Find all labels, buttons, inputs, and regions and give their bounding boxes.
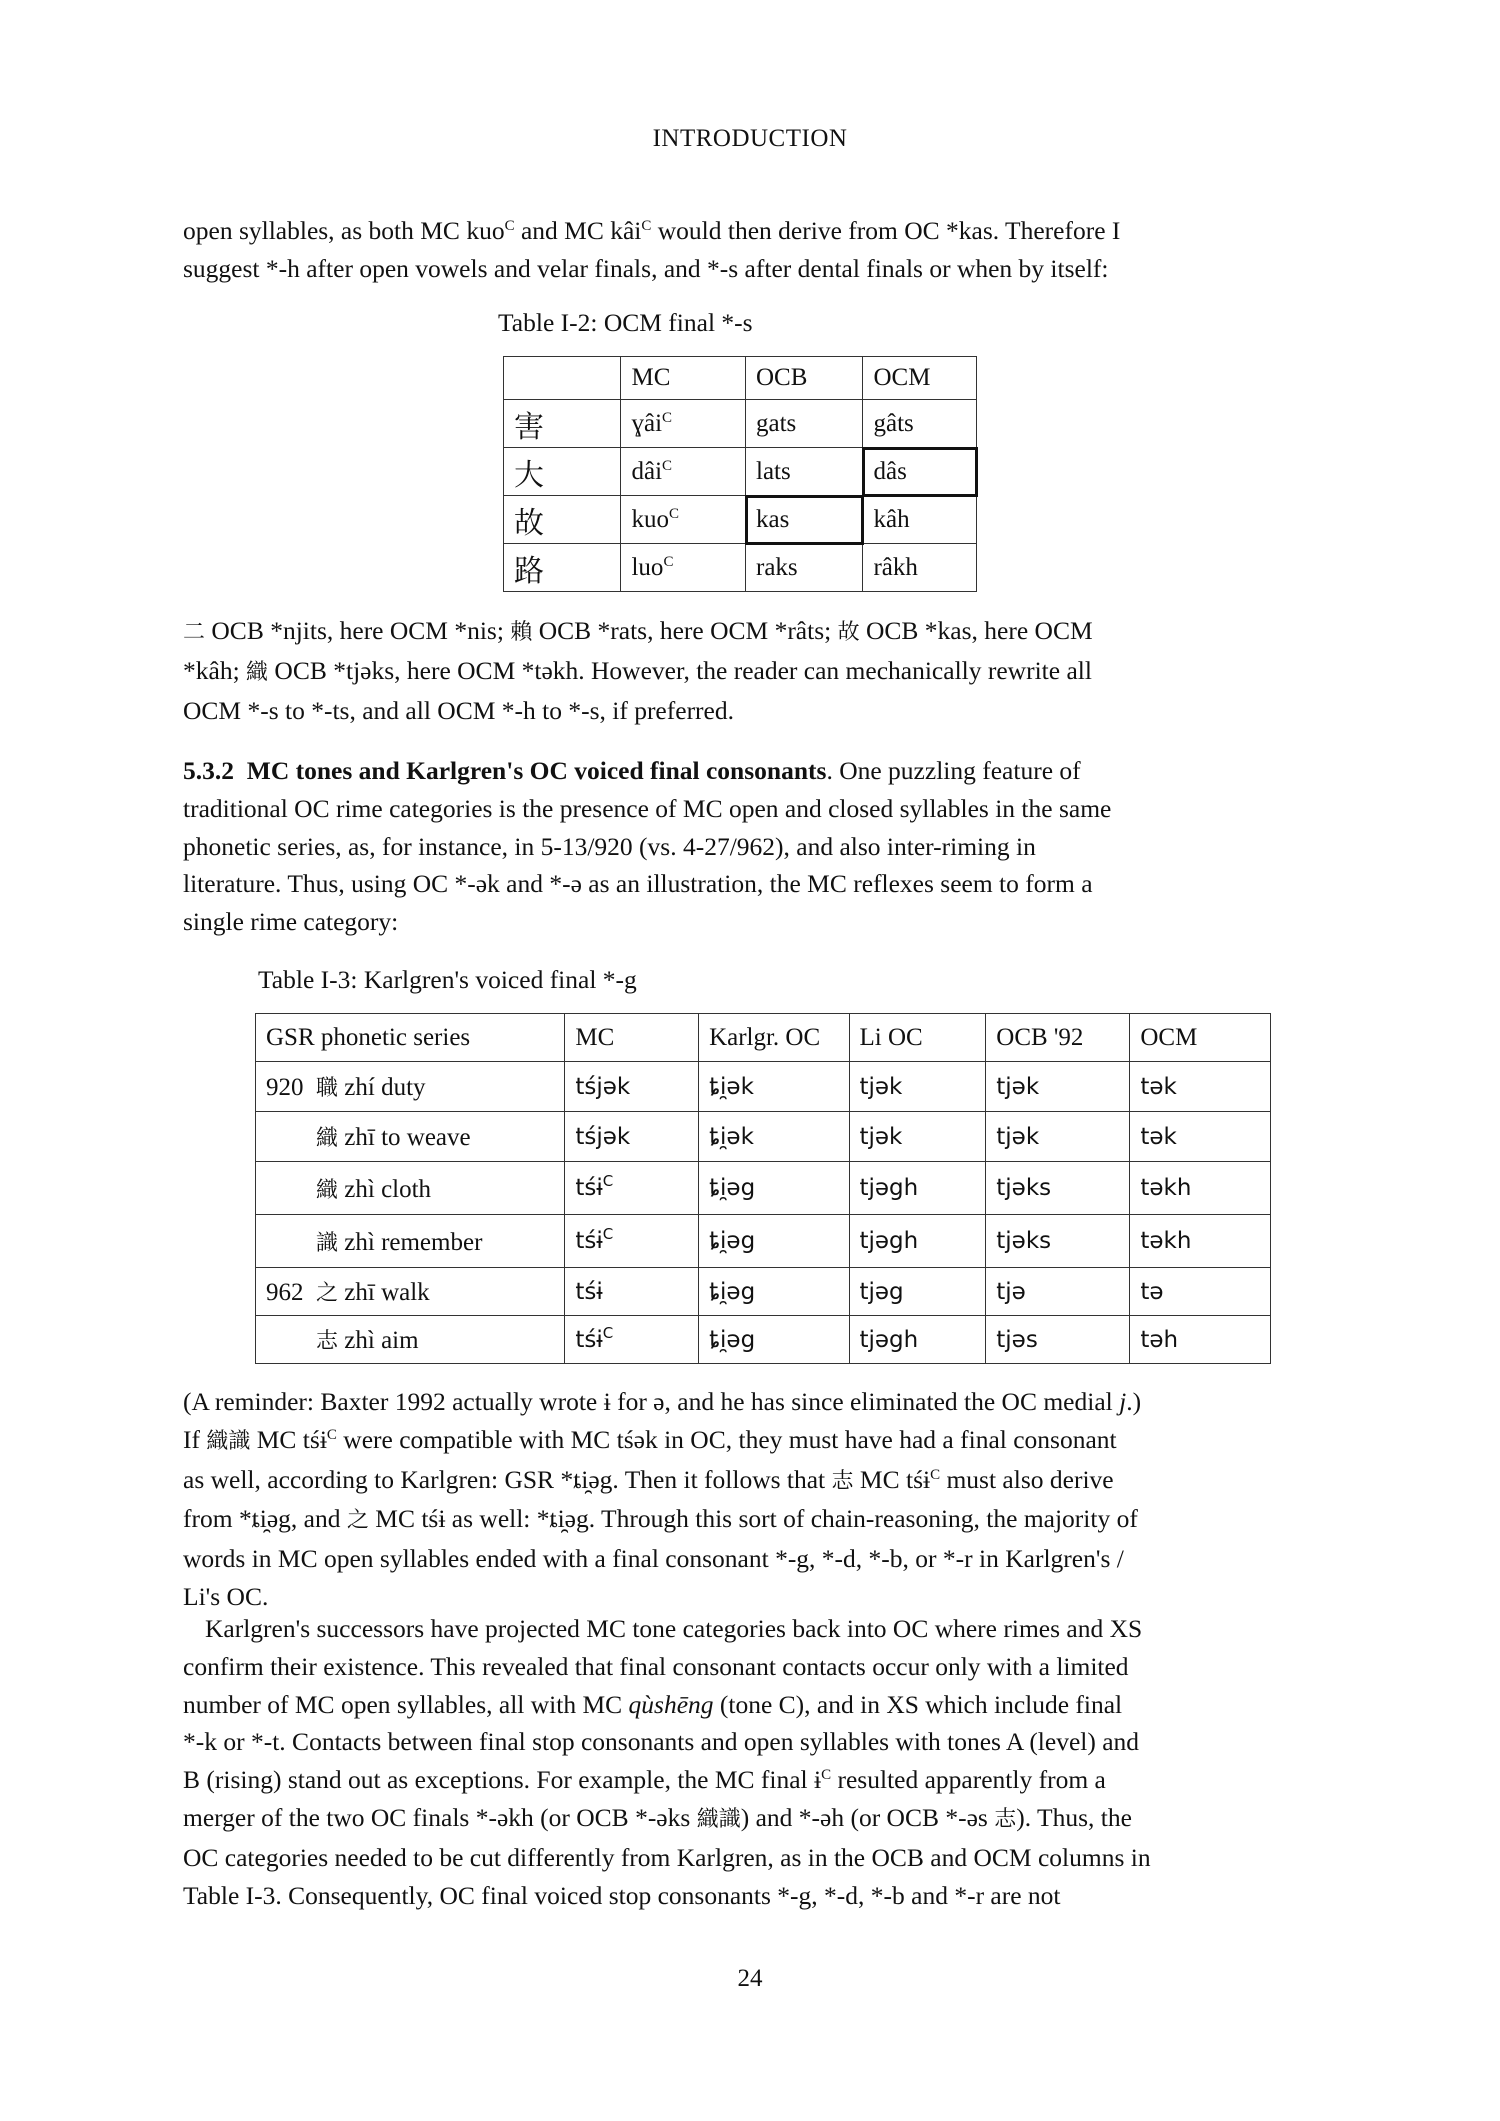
paragraph-successors: Karlgren's successors have projected MC tone categories back into OC where rimes and XS confirm their existence. This revealed that final consonant contacts occur only with a limited number of MC open syllables, all with MC qùshēng (tone C), and in XS which include final *-k or *-t. Contacts between final stop consonants and open syllables with tones A (level) and B (rising) stand out as exceptions. For example, the MC final ɨ$^C$ resulted apparently from a merger of the two OC finals *-əkh (or OCB *-əks 織識) and *-əh (or OCB *-əs 志). Thus, the OC categories needed to be cut differently from Karlgren, as in the OCB and OCM columns in Table I-3. Consequently, OC final voiced stop consonants *-g, *-d, *-b and *-r are not bbox=[183, 1614, 1151, 1910]
table3-header-gsr: GSR phonetic series bbox=[256, 1014, 565, 1062]
paragraph-table2-notes: 二 OCB *njits, here OCM *nis; 賴 OCB *rats, here OCM *râts; 故 OCB *kas, here OCM *kâh; 織 OCB *tjəks, here OCM *təkh. However, the reader can mechanically rewrite all OCM *-s to *-ts, and all OCM *-h to *-s, if preferred. bbox=[183, 616, 1093, 725]
page-number: 24 bbox=[737, 1965, 763, 1992]
section-5-3-2: 5.3.2 MC tones and Karlgren's OC voiced final consonants. One puzzling feature of traditional OC rime categories is the presence of MC open and closed syllables in the same phonetic series, as, for instance, in 5-13/920 (vs. 4-27/962), and also inter-riming in literature. Thus, using OC *-ək and *-ə as an illustration, the MC reflexes seem to form a single rime category: bbox=[183, 756, 1112, 937]
highlight-cell: kas bbox=[746, 496, 863, 544]
paragraph-intro: open syllables, as both MC kuo$^C$ and MC kâi$^C$ would then derive from OC *kas. Therefore I suggest *-h after open vowels and velar finals, and *-s after dental finals or when by itself: bbox=[183, 216, 1121, 283]
section-number: 5.3.2 bbox=[183, 756, 234, 785]
table-row: 路 luo$^C$ raks râkh bbox=[504, 544, 977, 592]
table2-caption: Table I-2: OCM final *-s bbox=[498, 308, 753, 337]
table2-header-mc: MC bbox=[621, 357, 746, 400]
table2 bbox=[503, 356, 977, 592]
table3 bbox=[255, 1013, 1271, 1364]
table-row: 織 zhì cloth tśɨ$^C$ ȶi̯əg tjəgh tjəks təkh bbox=[256, 1162, 1271, 1215]
character-cell: 故 bbox=[504, 496, 621, 544]
highlight-cell: dâs bbox=[863, 448, 977, 496]
table-row: 害 ɣâi$^C$ gats gâts bbox=[504, 400, 977, 448]
running-header: INTRODUCTION bbox=[652, 125, 848, 152]
table-row: 920 職 zhí duty tśjək ȶi̯ək tjək tjək tək bbox=[256, 1062, 1271, 1112]
table-row: 織 zhī to weave tśjək ȶi̯ək tjək tjək tək bbox=[256, 1112, 1271, 1162]
character-cell: 大 bbox=[504, 448, 621, 496]
table3-header-ocb: OCB '92 bbox=[986, 1014, 1130, 1062]
table2-header-ocb: OCB bbox=[746, 357, 863, 400]
table-row: 志 zhì aim tśɨ$^C$ ȶi̯əg tjəgh tjəs təh bbox=[256, 1316, 1271, 1364]
table-row: 962 之 zhī walk tśɨ ȶi̯əg tjəg tjə tə bbox=[256, 1268, 1271, 1316]
table3-header-ocm: OCM bbox=[1130, 1014, 1271, 1062]
table3-caption: Table I-3: Karlgren's voiced final *-g bbox=[258, 965, 637, 994]
character-cell: 路 bbox=[504, 544, 621, 592]
table-row: 識 zhì remember tśɨ$^C$ ȶi̯əg tjəgh tjəks təkh bbox=[256, 1215, 1271, 1268]
section-title: MC tones and Karlgren's OC voiced final consonants bbox=[246, 756, 827, 785]
table-row: 故 kuo$^C$ kas kâh bbox=[504, 496, 977, 544]
table3-header-mc: MC bbox=[565, 1014, 699, 1062]
table2-header-ocm: OCM bbox=[863, 357, 977, 400]
table-row: 大 dâi$^C$ lats dâs bbox=[504, 448, 977, 496]
table3-header-karlgren: Karlgr. OC bbox=[699, 1014, 849, 1062]
table3-header-li: Li OC bbox=[849, 1014, 986, 1062]
character-cell: 害 bbox=[504, 400, 621, 448]
table2-header-blank bbox=[504, 357, 621, 400]
paragraph-reminder: (A reminder: Baxter 1992 actually wrote ɨ for ə, and he has since eliminated the OC medial j.) If 織識 MC tśɨ$^C$ were compatible with MC tśək in OC, they must have had a final consonant as well, according to Karlgren: GSR *ȶi̯əg. Then it follows that 志 MC tśɨ$^C$ must also derive from *ȶi̯əg, and 之 MC tśɨ as well: *ȶi̯əg. Through this sort of chain-reasoning, the majority of words in MC open syllables ended with a final consonant *-g, *-d, *-b, or *-r in Karlgren's / Li's OC. bbox=[183, 1387, 1142, 1611]
